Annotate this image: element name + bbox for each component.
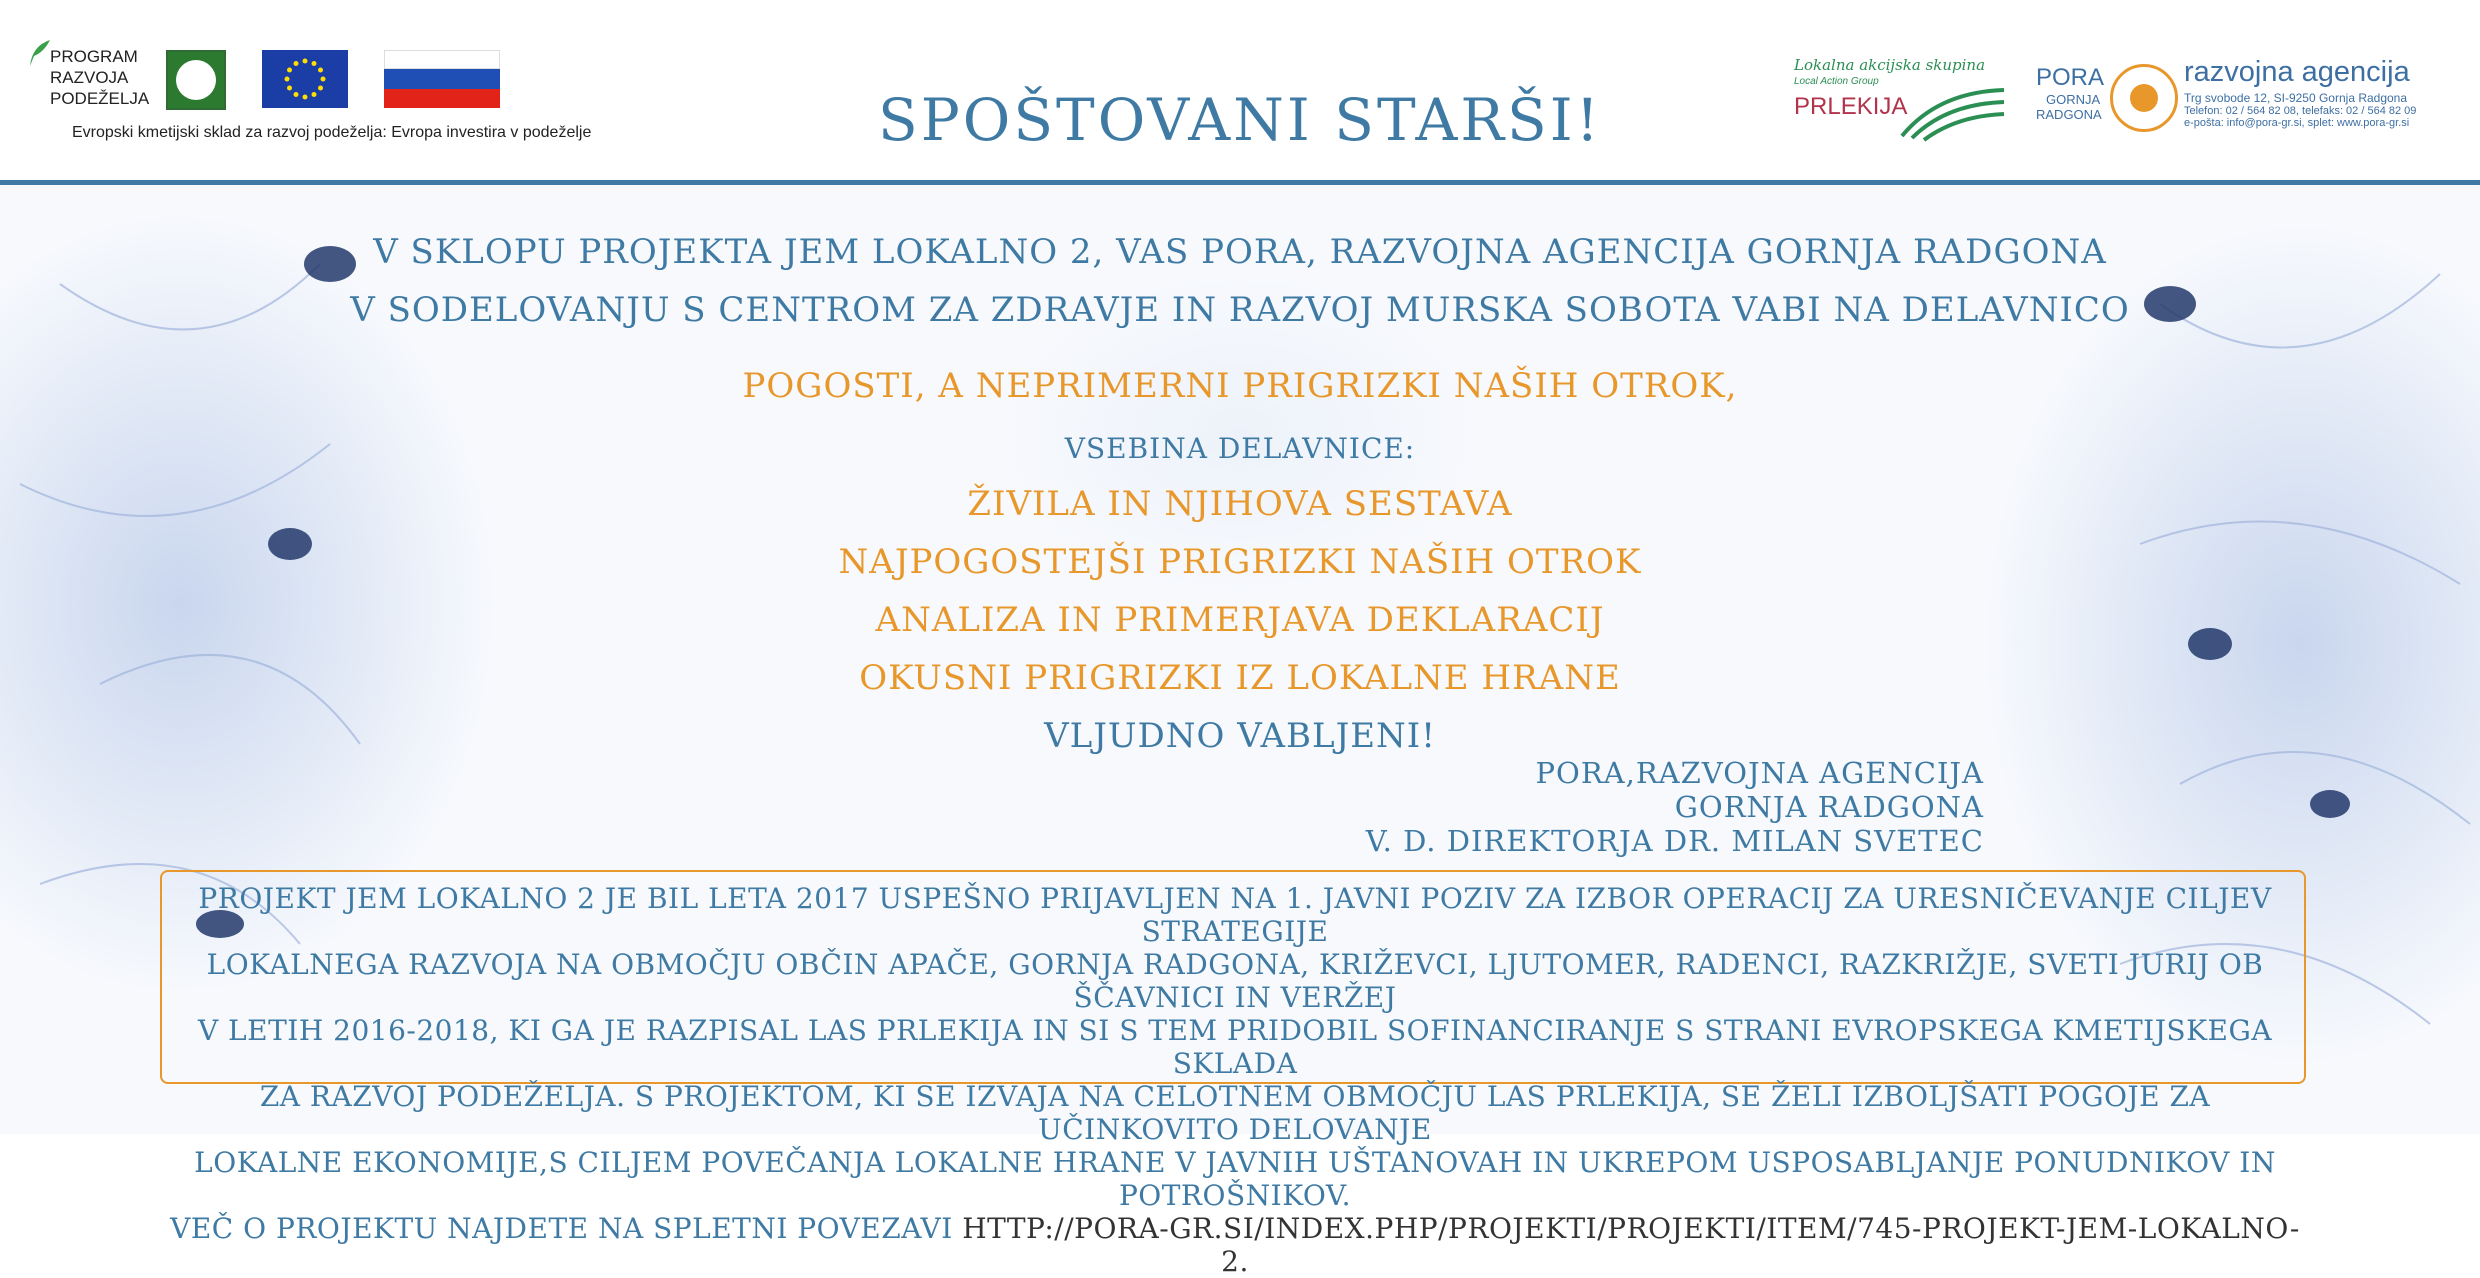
lag-top-text: Lokalna akcijska skupina (1794, 56, 1986, 74)
project-info-line-last (162, 1212, 2308, 1278)
workshop-topic: POGOSTI, A NEPRIMERNI PRIGRIZKI NAŠIH OTROK, (742, 366, 1738, 406)
content-label: VSEBINA DELAVNICE: (1064, 432, 1416, 465)
header-divider (0, 180, 2480, 185)
pora-name: PORA (2036, 64, 2105, 91)
pora-city: RADGONA (2036, 107, 2102, 122)
lag-name: PRLEKIJA (1794, 93, 1908, 120)
intro-line: V SODELOVANJU S CENTROM ZA ZDRAVJE IN RAZVOJ MURSKA SOBOTA VABI NA DELAVNICO (350, 290, 2130, 330)
content-item: NAJPOGOSTEJŠI PRIGRIZKI NAŠIH OTROK (838, 542, 1642, 582)
page-title: SPOŠTOVANI STARŠI! (878, 86, 1602, 154)
pora-title: razvojna agencija (2184, 56, 2410, 88)
leaf-icon (28, 38, 52, 68)
signature-line: PORA,RAZVOJNA AGENCIJA (1535, 756, 1984, 790)
project-info-line: ZA RAZVOJ PODEŽELJA. S PROJEKTOM, KI SE IZVAJA NA CELOTNEM OBMOČJU LAS PRLEKIJA, SE ŽELI IZBOLJŠATI POGOJE ZA UČINKOVITO DELOVANJE (259, 1080, 2211, 1146)
project-info-line: PROJEKT JEM LOKALNO 2 JE BIL LETA 2017 USPEŠNO PRIJAVLJEN NA 1. JAVNI POZIV ZA IZBOR OPERACIJ ZA URESNIČEVANJE CILJEV STRATEGIJE (198, 882, 2272, 948)
project-info-box (160, 870, 2306, 1278)
program-logo-line: PODEŽELJA (50, 89, 150, 108)
lag-sub-text: Local Action Group (1794, 76, 1879, 87)
content-item: ŽIVILA IN NJIHOVA SESTAVA (967, 484, 1513, 524)
program-logo-line: PROGRAM (50, 47, 138, 66)
project-link-prefix: VEČ O PROJEKTU NAJDETE NA SPLETNI POVEZAVI (170, 1212, 963, 1245)
project-info-line: LOKALNE EKONOMIJE,S CILJEM POVEČANJA LOKALNE HRANE V JAVNIH UŠTANOVAH IN UKREPOM USPOSABLJANJE PONUDNIKOV IN POTROŠNIKOV. (194, 1146, 2276, 1212)
content-item: OKUSNI PRIGRIZKI IZ LOKALNE HRANE (859, 658, 1621, 698)
pora-address: Trg svobode 12, SI-9250 Gornja Radgona (2184, 91, 2408, 105)
program-logo-line: RAZVOJA (50, 68, 129, 87)
eu-caption: Evropski kmetijski sklad za razvoj podeželja: Evropa investira v podeželje (72, 124, 592, 141)
pora-email: e-pošta: info@pora-gr.si, splet: www.pora-gr.si (2184, 117, 2410, 129)
signature-line: V. D. DIREKTORJA DR. MILAN SVETEC (1365, 824, 1984, 858)
project-link[interactable]: HTTP://PORA-GR.SI/INDEX.PHP/PROJEKTI/PROJEKTI/ITEM/745-PROJEKT-JEM-LOKALNO-2. (962, 1212, 2300, 1278)
signature-line: GORNJA RADGONA (1674, 790, 1984, 824)
welcome-text: VLJUDNO VABLJENI! (1044, 716, 1436, 756)
project-info-line: V LETIH 2016-2018, KI GA JE RAZPISAL LAS PRLEKIJA IN SI S TEM PRIDOBIL SOFINANCIRANJE S STRANI EVROPSKEGA KMETIJSKEGA SKLADA (197, 1014, 2273, 1080)
content-item: ANALIZA IN PRIMERJAVA DEKLARACIJ (875, 600, 1605, 640)
intro-line: V SKLOPU PROJEKTA JEM LOKALNO 2, VAS PORA, RAZVOJNA AGENCIJA GORNJA RADGONA (373, 232, 2107, 272)
pora-phone: Telefon: 02 / 564 82 08, telefaks: 02 / 564 82 09 (2184, 105, 2417, 117)
project-info-line: LOKALNEGA RAZVOJA NA OBMOČJU OBČIN APAČE, GORNJA RADGONA, KRIŽEVCI, LJUTOMER, RADENCI, RAZKRIŽJE, SVETI JURIJ OB ŠČAVNICI IN VERŽEJ (206, 948, 2264, 1014)
pora-city: GORNJA (2046, 92, 2101, 107)
